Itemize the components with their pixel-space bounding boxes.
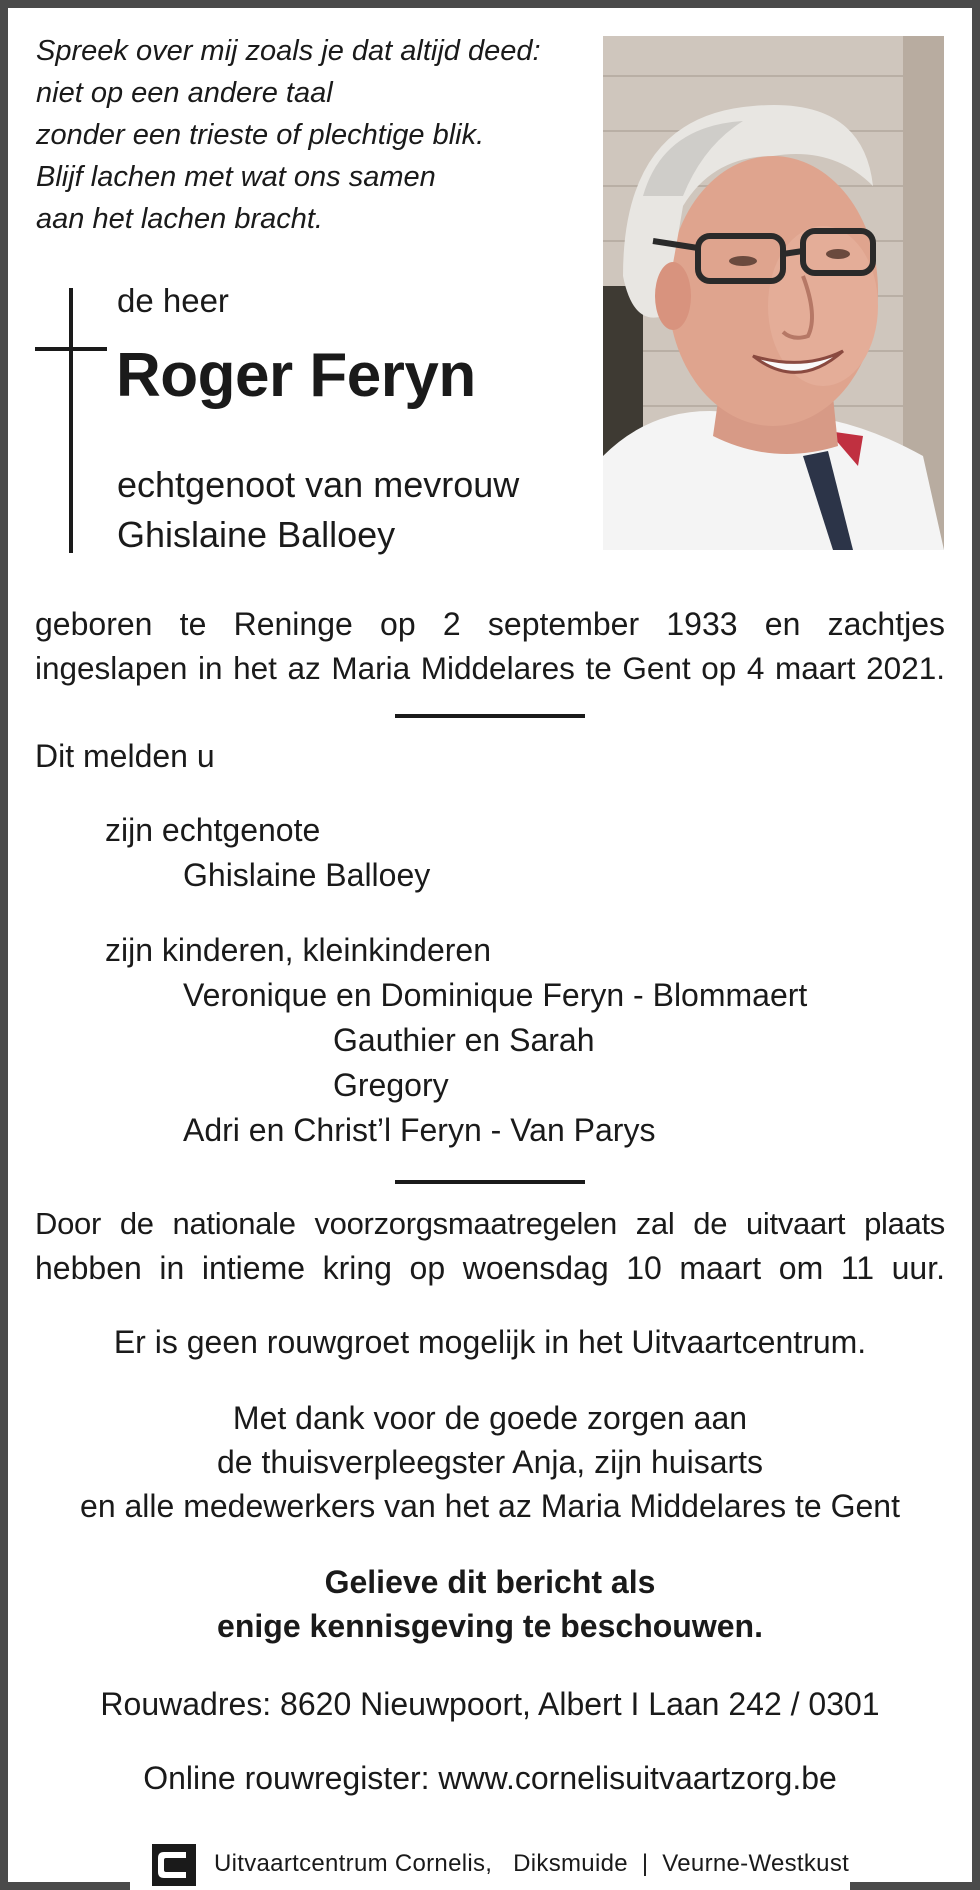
poem — [36, 30, 596, 240]
poem-line: niet op een andere taal — [36, 77, 333, 109]
footer-rule-right — [850, 1882, 980, 1890]
announce-text: Dit melden u — [35, 738, 215, 774]
spouse-line: echtgenoot van mevrouw — [117, 464, 520, 505]
child-entry: Veronique en Dominique Feryn - Blommaert — [183, 977, 808, 1013]
poem-line: Spreek over mij zoals je dat altijd deed: — [36, 35, 541, 67]
divider — [395, 714, 585, 718]
thanks-line: de thuisverpleegster Anja, zijn huisarts — [216, 1444, 764, 1480]
portrait-illustration — [603, 36, 944, 550]
deceased-title: de heer — [117, 282, 229, 319]
online-register-text: Online rouwregister: www.cornelisuitvaartzorg.be — [143, 1760, 837, 1796]
footer — [152, 1844, 852, 1888]
divider — [395, 1180, 585, 1184]
notice-line: Gelieve dit bericht als — [324, 1564, 656, 1600]
thanks-line: Met dank voor de goede zorgen aan — [232, 1400, 748, 1436]
birth-line: geboren te Reninge op 2 september 1933 en zachtjes — [35, 606, 945, 642]
cross-icon — [69, 288, 73, 553]
family-spouse-name: Ghislaine Balloey — [183, 857, 431, 893]
address-text: Rouwadres: 8620 Nieuwpoort, Albert I Laan 242 / 0301 — [100, 1686, 880, 1722]
cornelis-logo-icon — [152, 1844, 196, 1886]
spouse-name: Ghislaine Balloey — [117, 514, 396, 555]
notice-text — [35, 1560, 945, 1648]
portrait-photo — [603, 36, 944, 550]
poem-line: zonder een trieste of plechtige blik. — [36, 119, 485, 151]
children-label: zijn kinderen, kleinkinderen — [105, 932, 491, 968]
funeral-text — [35, 1202, 945, 1290]
cross-icon-bar — [35, 347, 107, 351]
footer-rule-left — [0, 1882, 130, 1890]
footer-text: Uitvaartcentrum Cornelis, Diksmuide | Veurne-Westkust — [214, 1850, 850, 1877]
poem-line: Blijf lachen met wat ons samen — [36, 161, 436, 193]
child-entry: Adri en Christ’l Feryn - Van Parys — [183, 1112, 656, 1148]
grandchild-entry: Gregory — [333, 1067, 449, 1103]
grandchild-entry: Gauthier en Sarah — [333, 1022, 595, 1058]
poem-line: aan het lachen bracht. — [36, 203, 323, 235]
notice-line: enige kennisgeving te beschouwen. — [217, 1608, 763, 1644]
spouse-label: zijn echtgenote — [105, 812, 321, 848]
funeral-line: Door de nationale voorzorgsmaatregelen zal de uitvaart plaats — [35, 1206, 945, 1241]
birth-death-text — [35, 602, 945, 690]
no-condolence-text: Er is geen rouwgroet mogelijk in het Uitvaartcentrum. — [113, 1324, 867, 1360]
deceased-name: Roger Feryn — [116, 341, 476, 410]
thanks-line: en alle medewerkers van het az Maria Middelares te Gent — [80, 1488, 900, 1524]
thanks-text — [35, 1396, 945, 1528]
death-line: ingeslapen in het az Maria Middelares te Gent op 4 maart 2021. — [35, 650, 945, 686]
funeral-line: hebben in intieme kring op woensdag 10 maart om 11 uur. — [35, 1250, 945, 1286]
